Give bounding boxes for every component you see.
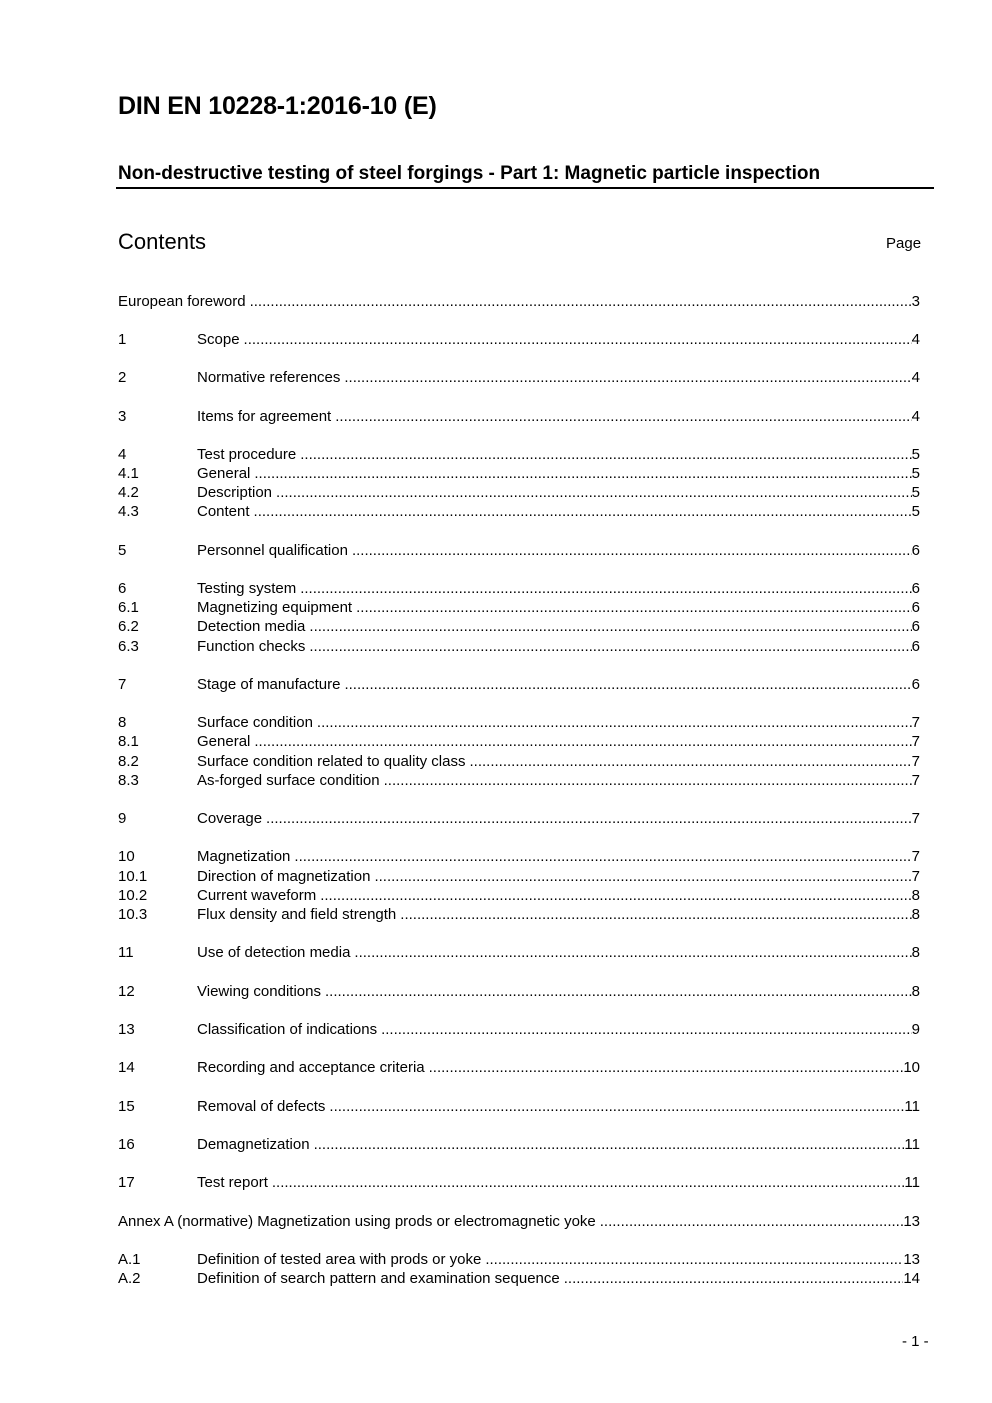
toc-title: Current waveform xyxy=(197,887,317,904)
toc-leader xyxy=(381,1020,912,1039)
toc-page: 4 xyxy=(911,331,920,348)
toc-entry[interactable] xyxy=(118,943,920,962)
toc-entry[interactable] xyxy=(118,886,920,905)
toc-leader xyxy=(356,598,912,617)
toc-page: 6 xyxy=(911,542,920,559)
toc-page: 11 xyxy=(904,1136,920,1153)
page-number: - 1 - xyxy=(902,1333,929,1350)
toc-title: Coverage xyxy=(197,810,263,827)
toc-entry[interactable] xyxy=(118,541,920,560)
toc-title: European foreword xyxy=(118,293,246,310)
toc-leader xyxy=(374,867,911,886)
toc-entry[interactable] xyxy=(118,847,920,866)
toc-title: Recording and acceptance criteria xyxy=(197,1059,425,1076)
toc-entry[interactable] xyxy=(118,464,920,483)
toc-leader xyxy=(354,943,911,962)
toc-page: 6 xyxy=(911,580,920,597)
toc-page: 7 xyxy=(911,714,920,731)
toc-entry[interactable] xyxy=(118,809,920,828)
page-column-label: Page xyxy=(886,235,922,252)
toc-entry[interactable] xyxy=(118,867,920,886)
toc-entry[interactable] xyxy=(118,579,920,598)
toc-page: 5 xyxy=(911,446,920,463)
toc-number: 10.1 xyxy=(118,868,148,885)
toc-entry[interactable] xyxy=(118,771,920,790)
toc-entry[interactable] xyxy=(118,617,920,636)
document-subtitle: Non-destructive testing of steel forgings - Part 1: Magnetic particle inspection xyxy=(118,163,821,184)
toc-title: Magnetization xyxy=(197,848,291,865)
toc-page: 4 xyxy=(911,369,920,386)
toc-leader xyxy=(325,982,912,1001)
toc-entry[interactable] xyxy=(118,905,920,924)
toc-entry[interactable] xyxy=(118,1058,920,1077)
toc-title: Annex A (normative) Magnetization using prods or electromagnetic yoke xyxy=(118,1213,596,1230)
toc-title: Test procedure xyxy=(197,446,297,463)
toc-leader xyxy=(400,905,911,924)
toc-leader xyxy=(317,713,912,732)
toc-leader xyxy=(320,886,911,905)
toc-number: 14 xyxy=(118,1059,135,1076)
toc-number: A.1 xyxy=(118,1251,141,1268)
toc-entry[interactable] xyxy=(118,407,920,426)
toc-number: 4.2 xyxy=(118,484,139,501)
toc-title: Direction of magnetization xyxy=(197,868,371,885)
toc-page: 6 xyxy=(911,618,920,635)
toc-page: 5 xyxy=(911,484,920,501)
toc-title: Definition of tested area with prods or yoke xyxy=(197,1251,482,1268)
toc-number: 9 xyxy=(118,810,127,827)
toc-leader xyxy=(485,1250,903,1269)
toc-page: 6 xyxy=(911,599,920,616)
toc-title: Magnetizing equipment xyxy=(197,599,353,616)
toc-number: A.2 xyxy=(118,1270,141,1287)
toc-leader xyxy=(254,732,911,751)
toc-number: 7 xyxy=(118,676,127,693)
toc-page: 6 xyxy=(911,676,920,693)
toc-title: Description xyxy=(197,484,273,501)
toc-title: Surface condition related to quality class xyxy=(197,753,466,770)
toc-title: Function checks xyxy=(197,638,306,655)
toc-leader xyxy=(254,502,912,521)
toc-number: 8 xyxy=(118,714,127,731)
toc-leader xyxy=(564,1269,904,1288)
toc-title: Personnel qualification xyxy=(197,542,348,559)
toc-page: 5 xyxy=(911,465,920,482)
toc-page: 13 xyxy=(903,1213,920,1230)
toc-leader xyxy=(384,771,912,790)
toc-entry[interactable] xyxy=(118,713,920,732)
toc-number: 13 xyxy=(118,1021,135,1038)
toc-page: 9 xyxy=(911,1021,920,1038)
toc-leader xyxy=(244,330,912,349)
document-id: DIN EN 10228-1:2016-10 (E) xyxy=(118,92,437,120)
toc-title: General xyxy=(197,465,251,482)
toc-title: Removal of defects xyxy=(197,1098,326,1115)
toc-number: 6.1 xyxy=(118,599,139,616)
toc-leader xyxy=(344,368,911,387)
toc-leader xyxy=(344,675,911,694)
toc-page: 5 xyxy=(911,503,920,520)
toc-entry[interactable] xyxy=(118,483,920,502)
toc-title: As-forged surface condition xyxy=(197,772,380,789)
toc-entry[interactable] xyxy=(118,1135,920,1154)
toc-leader xyxy=(335,407,911,426)
toc-leader xyxy=(309,637,911,656)
toc-entry[interactable] xyxy=(118,1020,920,1039)
toc-leader xyxy=(250,292,912,311)
toc-page: 8 xyxy=(911,887,920,904)
toc-page: 8 xyxy=(911,944,920,961)
toc-page: 7 xyxy=(911,810,920,827)
toc-number: 6.2 xyxy=(118,618,139,635)
toc-leader xyxy=(352,541,912,560)
toc-leader xyxy=(300,445,911,464)
toc-number: 6.3 xyxy=(118,638,139,655)
toc-number: 17 xyxy=(118,1174,135,1191)
toc-entry[interactable] xyxy=(118,330,920,349)
toc-entry[interactable] xyxy=(118,675,920,694)
toc-number: 10.3 xyxy=(118,906,148,923)
toc-title: Normative references xyxy=(197,369,341,386)
contents-heading: Contents xyxy=(118,229,207,254)
toc-title: Classification of indications xyxy=(197,1021,378,1038)
toc-leader xyxy=(272,1173,905,1192)
toc-number: 2 xyxy=(118,369,127,386)
toc-number: 16 xyxy=(118,1136,135,1153)
toc-page: 7 xyxy=(911,733,920,750)
toc-title: Content xyxy=(197,503,250,520)
toc-number: 5 xyxy=(118,542,127,559)
toc-entry[interactable] xyxy=(118,445,920,464)
toc-leader xyxy=(254,464,911,483)
toc-title: Test report xyxy=(197,1174,268,1191)
toc-page: 11 xyxy=(904,1098,920,1115)
toc-leader xyxy=(329,1097,904,1116)
toc-leader xyxy=(314,1135,905,1154)
toc-page: 11 xyxy=(904,1174,920,1191)
toc-number: 1 xyxy=(118,331,127,348)
toc-number: 10 xyxy=(118,848,135,865)
toc-leader xyxy=(469,752,911,771)
toc-entry[interactable] xyxy=(118,1097,920,1116)
toc-entry[interactable] xyxy=(118,1212,920,1231)
toc-page: 7 xyxy=(911,753,920,770)
toc-title: Items for agreement xyxy=(197,408,332,425)
toc-number: 4 xyxy=(118,446,127,463)
toc-number: 15 xyxy=(118,1098,135,1115)
toc-title: Definition of search pattern and examination sequence xyxy=(197,1270,560,1287)
toc-entry[interactable] xyxy=(118,1269,920,1288)
toc-page: 7 xyxy=(911,772,920,789)
toc-title: Use of detection media xyxy=(197,944,351,961)
toc-leader xyxy=(429,1058,904,1077)
toc-page: 7 xyxy=(911,848,920,865)
title-rule xyxy=(116,187,934,189)
toc-entry[interactable] xyxy=(118,292,920,311)
toc-entry[interactable] xyxy=(118,732,920,751)
toc-page: 8 xyxy=(911,983,920,1000)
toc-leader xyxy=(600,1212,904,1231)
toc-entry[interactable] xyxy=(118,637,920,656)
toc-number: 12 xyxy=(118,983,135,1000)
toc-entry[interactable] xyxy=(118,598,920,617)
toc-page: 10 xyxy=(903,1059,920,1076)
toc-page: 8 xyxy=(911,906,920,923)
toc-number: 10.2 xyxy=(118,887,148,904)
toc-leader xyxy=(309,617,911,636)
toc-title: Testing system xyxy=(197,580,297,597)
toc-title: Surface condition xyxy=(197,714,313,731)
toc-entry[interactable] xyxy=(118,1250,920,1269)
toc-page: 6 xyxy=(911,638,920,655)
toc-entry[interactable] xyxy=(118,1173,920,1192)
toc-title: Stage of manufacture xyxy=(197,676,341,693)
toc-title: Scope xyxy=(197,331,240,348)
toc-title: Demagnetization xyxy=(197,1136,310,1153)
toc-number: 4.3 xyxy=(118,503,139,520)
toc-number: 4.1 xyxy=(118,465,139,482)
toc-page: 3 xyxy=(911,293,920,310)
toc-page: 14 xyxy=(903,1270,920,1287)
toc-title: Viewing conditions xyxy=(197,983,321,1000)
toc-title: General xyxy=(197,733,251,750)
toc-leader xyxy=(294,847,911,866)
toc-number: 8.2 xyxy=(118,753,139,770)
toc-page: 7 xyxy=(911,868,920,885)
toc-entry[interactable] xyxy=(118,368,920,387)
toc-number: 11 xyxy=(118,944,134,961)
toc-entry[interactable] xyxy=(118,752,920,771)
toc-leader xyxy=(266,809,912,828)
toc-number: 8.3 xyxy=(118,772,139,789)
toc-title: Detection media xyxy=(197,618,306,635)
toc-number: 8.1 xyxy=(118,733,139,750)
toc-leader xyxy=(300,579,911,598)
toc-page: 13 xyxy=(903,1251,920,1268)
toc-leader xyxy=(276,483,912,502)
toc-number: 6 xyxy=(118,580,127,597)
toc-number: 3 xyxy=(118,408,127,425)
toc-title: Flux density and field strength xyxy=(197,906,397,923)
toc-page: 4 xyxy=(911,408,920,425)
toc-entry[interactable] xyxy=(118,502,920,521)
toc-entry[interactable] xyxy=(118,982,920,1001)
